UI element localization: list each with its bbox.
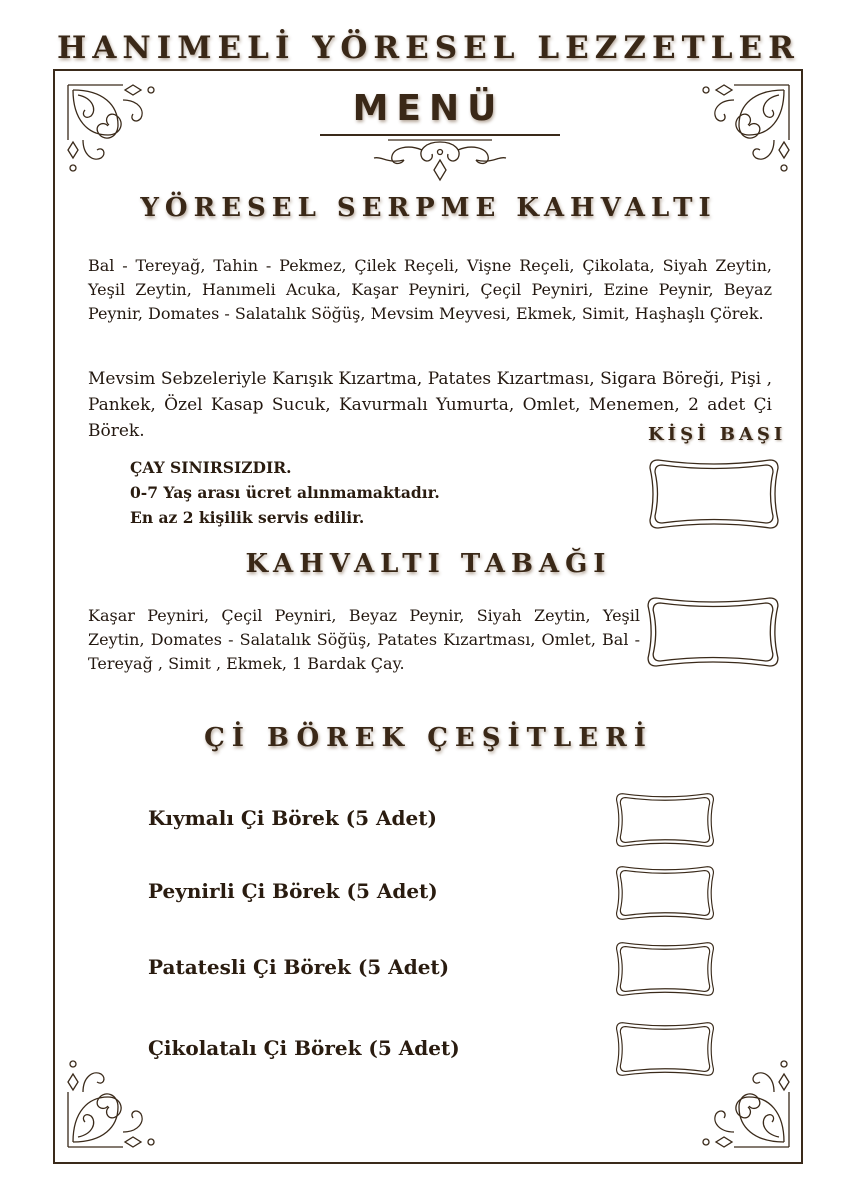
borek-item-name: Peynirli Çi Börek (5 Adet) — [148, 879, 438, 903]
borek-price-frame — [612, 789, 718, 851]
serpme-price-frame — [644, 454, 784, 534]
serpme-paragraph-2: Mevsim Sebzeleriyle Karışık Kızartma, Patates Kızartması, Sigara Böreği, Pişi , Pankek, Özel Kasap Sucuk, Kavurmalı Yumurta, Omlet, Menemen, 2 adet Çi Börek. — [88, 369, 772, 441]
per-person-label: KİŞİ BAŞI — [648, 424, 787, 445]
borek-item-name: Kıymalı Çi Börek (5 Adet) — [148, 806, 437, 830]
tabak-paragraph: Kaşar Peyniri, Çeçil Peyniri, Beyaz Peynir, Siyah Zeytin, Yeşil Zeytin, Domates - Salatalık Söğüş, Patates Kızartması, Omlet, Bal - Tereyağ , Simit , Ekmek, 1 Bardak Çay. — [88, 606, 640, 673]
serpme-notes — [130, 455, 440, 530]
note-line: En az 2 kişilik servis edilir. — [130, 508, 365, 527]
restaurant-title: HANIMELİ YÖRESEL LEZZETLER — [57, 30, 800, 66]
tabak-price-frame — [642, 592, 784, 672]
serpme-paragraph-1: Bal - Tereyağ, Tahin - Pekmez, Çilek Reçeli, Vişne Reçeli, Çikolata, Siyah Zeytin, Yeşil Zeytin, Hanımeli Acuka, Kaşar Peyniri, Çeçil Peyniri, Ezine Peynir, Beyaz Peynir, Domates - Salatalık Söğüş, Mevsim Meyvesi, Ekmek, Simit, Haşhaşlı Çörek. — [88, 256, 772, 323]
borek-item-name: Çikolatalı Çi Börek (5 Adet) — [148, 1036, 460, 1060]
borek-price-frame — [612, 938, 718, 1000]
borek-item-name: Patatesli Çi Börek (5 Adet) — [148, 955, 450, 979]
borek-section-title: Çİ BÖREK ÇEŞİTLERİ — [204, 723, 653, 753]
note-line: ÇAY SINIRSIZDIR. — [130, 458, 292, 477]
borek-price-frame — [612, 1018, 718, 1080]
tabak-section-title: KAHVALTI TABAĞI — [245, 549, 612, 579]
note-line: 0-7 Yaş arası ücret alınmamaktadır. — [130, 483, 440, 502]
borek-price-frame — [612, 862, 718, 924]
serpme-section-title: YÖRESEL SERPME KAHVALTI — [140, 193, 717, 223]
corner-ornament-bottom-left — [63, 1052, 163, 1152]
menu-divider-ornament — [318, 130, 562, 186]
menu-title: MENÜ — [352, 88, 505, 129]
